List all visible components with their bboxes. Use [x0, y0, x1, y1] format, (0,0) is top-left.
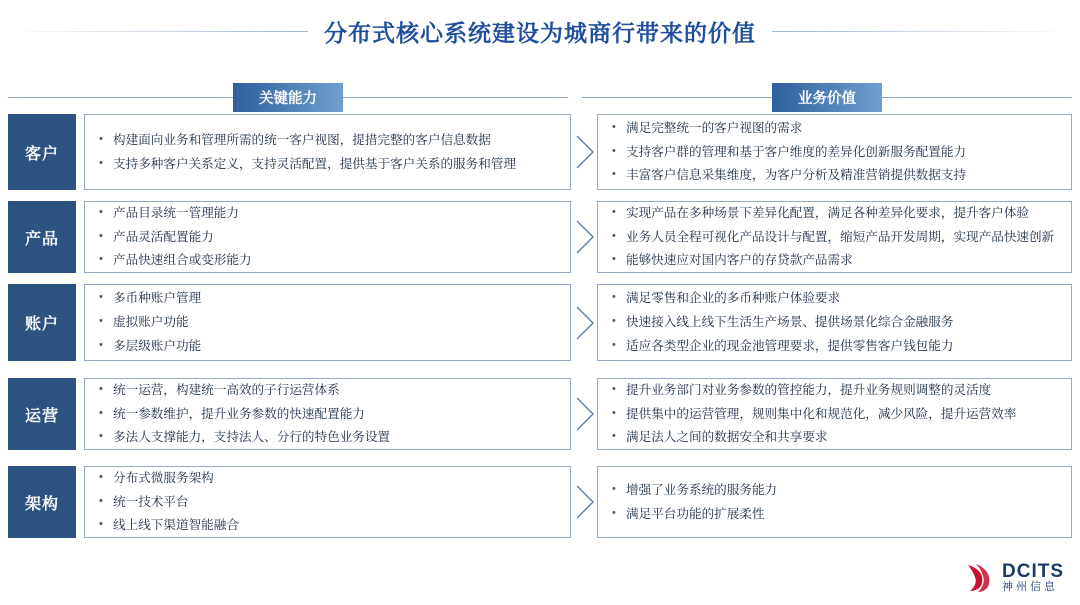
bullet-item — [99, 251, 564, 270]
bullet-item — [612, 481, 1065, 500]
bullet-dot-icon: • — [612, 382, 616, 395]
bullet-text: 业务人员全程可视化产品设计与配置，缩短产品开发周期，实现产品快速创新 — [626, 229, 1055, 244]
bullet-dot-icon: • — [99, 205, 103, 218]
row-label-4: 运营 — [8, 378, 76, 450]
title-bar — [0, 8, 1080, 54]
arrow-icon — [574, 484, 596, 520]
bullet-text: 线上线下渠道智能融合 — [113, 518, 239, 533]
value-panel — [597, 284, 1072, 361]
bullet-text: 满足平台功能的扩展柔性 — [626, 506, 765, 521]
capability-panel — [84, 284, 571, 361]
bullet-text: 能够快速应对国内客户的存贷款产品需求 — [626, 253, 853, 268]
arrow-icon — [574, 134, 596, 170]
bullet-item — [612, 337, 1065, 356]
column-header-left — [8, 84, 568, 110]
bullet-text: 丰富客户信息采集维度，为客户分析及精准营销提供数据支持 — [626, 168, 967, 183]
row-label-5: 架构 — [8, 466, 76, 538]
bullet-item — [612, 143, 1065, 162]
bullet-item — [99, 516, 564, 535]
bullet-dot-icon: • — [612, 291, 616, 304]
bullet-item — [99, 313, 564, 332]
value-panel — [597, 114, 1072, 190]
bullet-dot-icon: • — [99, 338, 103, 351]
bullet-dot-icon: • — [99, 382, 103, 395]
column-header-left-label: 关键能力 — [233, 83, 343, 112]
bullet-dot-icon: • — [612, 406, 616, 419]
row-label-2: 产品 — [8, 201, 76, 273]
bullet-text: 满足法人之间的数据安全和共享要求 — [626, 430, 828, 445]
logo-cn-text: 神州信息 — [1002, 581, 1058, 594]
bullet-item — [99, 493, 564, 512]
bullet-dot-icon: • — [99, 430, 103, 443]
bullet-dot-icon: • — [612, 315, 616, 328]
bullet-dot-icon: • — [612, 229, 616, 242]
bullet-item — [612, 119, 1065, 138]
bullet-text: 分布式微服务架构 — [113, 470, 214, 485]
bullet-item — [612, 381, 1065, 400]
dcits-mark-icon — [962, 561, 996, 595]
bullet-text: 适应各类型企业的现金池管理要求，提供零售客户钱包能力 — [626, 338, 954, 353]
company-logo — [962, 561, 1064, 595]
bullet-text: 多法人支撑能力，支持法人、分行的特色业务设置 — [113, 430, 391, 445]
bullet-item — [99, 428, 564, 447]
bullet-dot-icon: • — [99, 494, 103, 507]
capability-panel — [84, 114, 571, 190]
bullet-dot-icon: • — [99, 470, 103, 483]
bullet-dot-icon: • — [99, 229, 103, 242]
logo-en-text: DCITS — [1002, 561, 1064, 583]
bullet-text: 快速接入线上线下生活生产场景、提供场景化综合金融服务 — [626, 315, 954, 330]
bullet-dot-icon: • — [612, 253, 616, 266]
bullet-dot-icon: • — [612, 482, 616, 495]
bullet-text: 产品灵活配置能力 — [113, 229, 214, 244]
bullet-item — [99, 289, 564, 308]
title-rule-right — [772, 31, 1074, 32]
bullet-dot-icon: • — [99, 518, 103, 531]
bullet-text: 构建面向业务和管理所需的统一客户视图，提措完整的客户信息数据 — [113, 132, 491, 147]
bullet-item — [612, 405, 1065, 424]
value-panel — [597, 201, 1072, 273]
bullet-dot-icon: • — [612, 506, 616, 519]
bullet-dot-icon: • — [612, 144, 616, 157]
bullet-text: 多层级账户功能 — [113, 338, 202, 353]
bullet-item — [612, 251, 1065, 270]
bullet-dot-icon: • — [99, 291, 103, 304]
bullet-dot-icon: • — [612, 168, 616, 181]
bullet-item — [99, 155, 564, 174]
logo-text-block — [1002, 562, 1064, 593]
bullet-item — [612, 228, 1065, 247]
capability-row — [8, 114, 1072, 190]
capability-row — [8, 201, 1072, 273]
bullet-item — [99, 228, 564, 247]
column-header-right-label: 业务价值 — [772, 83, 882, 112]
bullet-item — [99, 131, 564, 150]
capability-panel — [84, 201, 571, 273]
arrow-icon — [574, 396, 596, 432]
arrow-icon — [574, 305, 596, 341]
capability-row — [8, 284, 1072, 361]
bullet-dot-icon: • — [99, 253, 103, 266]
bullet-dot-icon: • — [99, 156, 103, 169]
row-label-1: 客户 — [8, 114, 76, 190]
bullet-text: 实现产品在多种场景下差异化配置，满足各种差异化要求，提升客户体验 — [626, 205, 1029, 220]
capability-row — [8, 378, 1072, 450]
bullet-dot-icon: • — [612, 120, 616, 133]
capability-panel — [84, 466, 571, 538]
value-panel — [597, 378, 1072, 450]
bullet-text: 统一参数维护，提升业务参数的快速配置能力 — [113, 406, 365, 421]
bullet-item — [612, 204, 1065, 223]
bullet-text: 统一运营，构建统一高效的子行运营体系 — [113, 382, 340, 397]
bullet-dot-icon: • — [99, 406, 103, 419]
bullet-item — [99, 469, 564, 488]
bullet-item — [99, 405, 564, 424]
row-label-3: 账户 — [8, 284, 76, 361]
header-line-left — [8, 97, 233, 98]
bullet-text: 提供集中的运营管理，规则集中化和规范化，减少风险，提升运营效率 — [626, 406, 1017, 421]
arrow-icon — [574, 219, 596, 255]
header-line-right — [582, 97, 772, 98]
capability-row — [8, 466, 1072, 538]
bullet-item — [612, 505, 1065, 524]
bullet-text: 满足完整统一的客户视图的需求 — [626, 120, 803, 135]
bullet-dot-icon: • — [612, 338, 616, 351]
value-panel — [597, 466, 1072, 538]
bullet-text: 产品目录统一管理能力 — [113, 205, 239, 220]
title-rule-left — [6, 31, 308, 32]
bullet-item — [612, 166, 1065, 185]
bullet-item — [612, 313, 1065, 332]
bullet-text: 虚拟账户功能 — [113, 315, 189, 330]
column-header-right — [582, 84, 1072, 110]
bullet-item — [99, 204, 564, 223]
bullet-item — [612, 428, 1065, 447]
bullet-text: 提升业务部门对业务参数的管控能力，提升业务规则调整的灵活度 — [626, 382, 992, 397]
header-line-right-2 — [882, 97, 1072, 98]
bullet-dot-icon: • — [612, 205, 616, 218]
bullet-dot-icon: • — [612, 430, 616, 443]
bullet-item — [99, 381, 564, 400]
bullet-dot-icon: • — [99, 315, 103, 328]
bullet-text: 满足零售和企业的多币种账户体验要求 — [626, 291, 841, 306]
header-line-left-2 — [343, 97, 568, 98]
bullet-dot-icon: • — [99, 132, 103, 145]
bullet-text: 支持多种客户关系定义，支持灵活配置，提供基于客户关系的服务和管理 — [113, 156, 516, 171]
bullet-item — [99, 337, 564, 356]
capability-panel — [84, 378, 571, 450]
bullet-item — [612, 289, 1065, 308]
bullet-text: 增强了业务系统的服务能力 — [626, 482, 778, 497]
bullet-text: 支持客户群的管理和基于客户维度的差异化创新服务配置能力 — [626, 144, 967, 159]
bullet-text: 多币种账户管理 — [113, 291, 202, 306]
bullet-text: 产品快速组合或变形能力 — [113, 253, 252, 268]
bullet-text: 统一技术平台 — [113, 494, 189, 509]
page-title: 分布式核心系统建设为城商行带来的价值 — [324, 19, 756, 46]
